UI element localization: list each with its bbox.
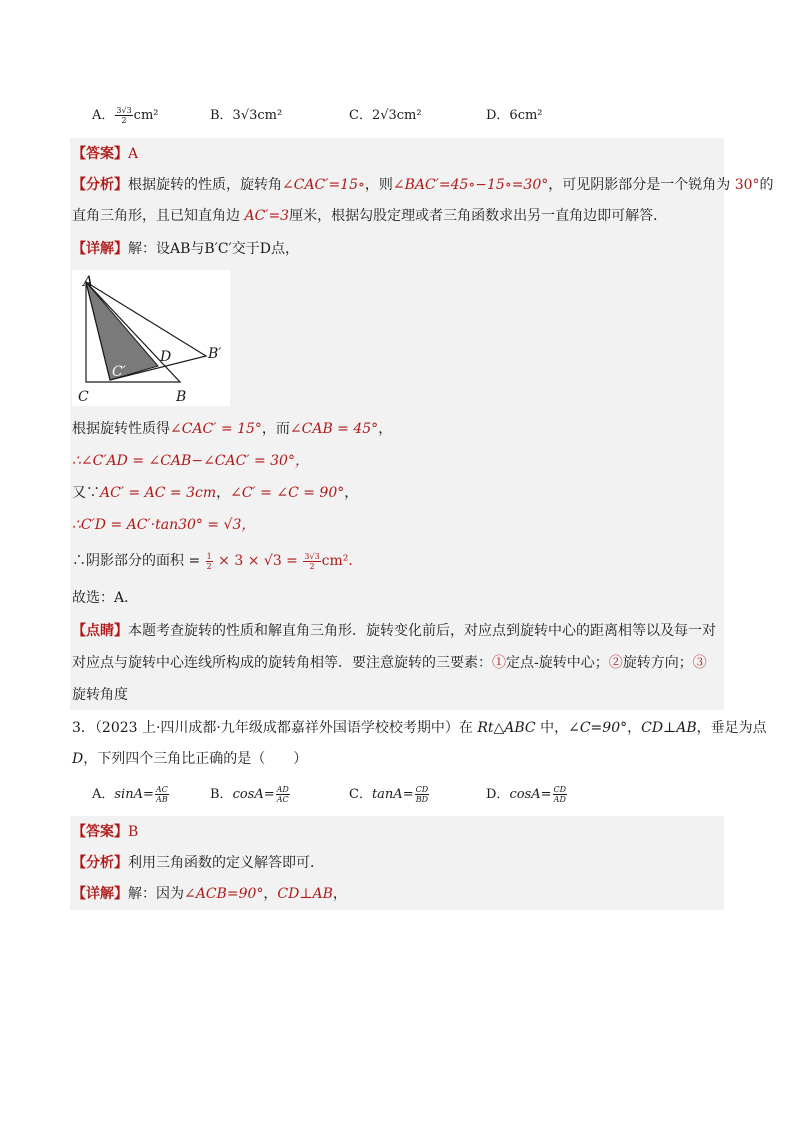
q2-comment-line3: 旋转角度 — [72, 687, 128, 703]
q2-comment-line1: 【点睛】本题考查旋转的性质和解直角三角形．旋转变化前后，对应点到旋转中心的距离相等以及每一对 — [72, 623, 716, 639]
q3-option-a: A．sinA= $\frac{AC}{AB}$ — [92, 785, 168, 804]
q3-detail: 【详解】解：因为∠ACB=90°，CD⊥AB， — [72, 886, 347, 902]
q3-option-c: C．tanA= $\frac{CD}{BD}$ — [349, 785, 429, 804]
q2-step-3: 又∵AC′ = AC = 3cm，∠C′ = ∠C = 90°， — [72, 485, 359, 501]
q3-option-d: D．cosA= $\frac{CD}{AD}$ — [486, 785, 567, 804]
q3-analysis: 【分析】利用三角函数的定义解答即可． — [72, 855, 324, 871]
label-a: A — [83, 274, 94, 290]
label-d: D — [160, 349, 172, 365]
q3-answer: 【答案】B — [72, 824, 139, 840]
q2-analysis-line1: 【分析】根据旋转的性质，旋转角∠CAC′=15∘，则∠BAC′=45∘−15∘=30°，可见阴影部分是一个锐角为 30°的 — [72, 177, 774, 193]
q2-step-5: ∴阴影部分的面积 = $\frac{1}{2}$ × 3 × √3 = $\frac{3√3}{2}$ cm²． — [72, 551, 363, 571]
rotation-figure — [72, 270, 230, 406]
q2-analysis-line2: 直角三角形，且已知直角边 AC′=3厘米，根据勾股定理或者三角函数求出另一直角边即可解答． — [72, 208, 668, 224]
q3-stem-line1: 3．（2023 上·四川成都·九年级成都嘉祥外国语学校校考期中）在 Rt△ABC 中，∠C=90°，CD⊥AB，垂足为点 — [72, 720, 767, 736]
label-b: B — [176, 389, 187, 405]
label-c-prime: C′ — [112, 364, 126, 380]
q2-step-6: 故选：A． — [72, 590, 139, 606]
q2-step-2: ∴∠C′AD = ∠CAB−∠CAC′ = 30°， — [72, 453, 309, 469]
label-b-prime: B′ — [208, 346, 222, 362]
q3-option-b: B．cosA= $\frac{AD}{AC}$ — [210, 785, 289, 804]
q2-step-1: 根据旋转性质得∠CAC′ = 15°，而∠CAB = 45°， — [72, 421, 393, 437]
q3-stem-line2: D，下列四个三角比正确的是（ ） — [72, 751, 308, 767]
q2-option-b: B．3√3cm² — [210, 108, 283, 123]
q2-comment-line2: 对应点与旋转中心连线所构成的旋转角相等．要注意旋转的三要素：①定点-旋转中心；②旋转方向；③ — [72, 655, 707, 671]
label-c: C — [78, 389, 89, 405]
q2-step-4: ∴C′D = AC′·tan30° = √3， — [72, 517, 256, 533]
q2-detail-intro: 【详解】解：设AB与B′C′交于D点， — [72, 241, 299, 257]
rotation-figure-svg — [72, 270, 230, 406]
q2-option-a: A． $\frac{3√3}{2}$ cm² — [92, 106, 159, 125]
q2-option-c: C．2√3cm² — [349, 108, 422, 123]
q2-answer: 【答案】A — [72, 146, 139, 162]
q2-option-d: D．6cm² — [486, 108, 543, 123]
